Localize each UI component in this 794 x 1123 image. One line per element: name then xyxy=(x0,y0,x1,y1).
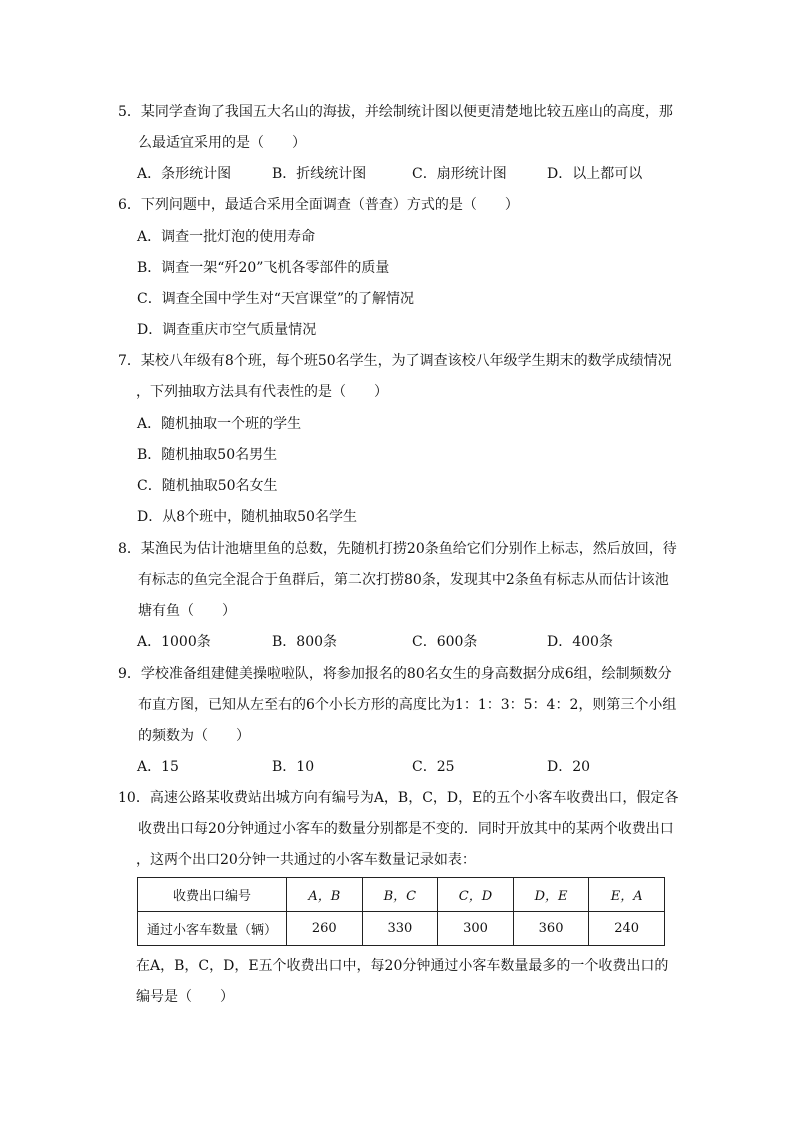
question-8-options xyxy=(137,632,677,652)
question-7-stem-line-1: 7．某校八年级有8个班，每个班50名学生，为了调查该校八年级学生期末的数学成绩情况 xyxy=(118,353,672,369)
option-b[interactable]: B．10 xyxy=(272,759,315,775)
option-a[interactable]: A．15 xyxy=(137,759,179,775)
question-5-options xyxy=(137,164,677,184)
option-d[interactable]: D．以上都可以 xyxy=(547,166,643,182)
table-row xyxy=(138,878,665,912)
table-cell: 360 xyxy=(513,912,589,946)
option-c[interactable]: C．25 xyxy=(412,759,455,775)
question-10-stem-line-3: ，这两个出口20分钟一共通过的小客车数量记录如表： xyxy=(136,852,476,868)
option-d[interactable]: D．20 xyxy=(547,759,591,775)
question-9-options xyxy=(137,757,677,777)
option-a[interactable]: A．条形统计图 xyxy=(137,166,232,182)
option-d[interactable]: D．调查重庆市空气质量情况 xyxy=(137,322,317,338)
option-c[interactable]: C．随机抽取50名女生 xyxy=(137,478,278,494)
table-header-cell: B，C xyxy=(362,878,438,912)
table-row-label: 通过小客车数量（辆） xyxy=(138,912,287,946)
table-header-cell: C，D xyxy=(438,878,514,912)
table-cell: 260 xyxy=(287,912,363,946)
option-d[interactable]: D．400条 xyxy=(547,634,613,650)
option-c[interactable]: C．调查全国中学生对“天宫课堂”的了解情况 xyxy=(137,291,415,307)
table-header-label: 收费出口编号 xyxy=(138,878,287,912)
toll-exit-table xyxy=(137,877,665,946)
option-a[interactable]: A．随机抽取一个班的学生 xyxy=(137,416,302,432)
table-cell: 300 xyxy=(438,912,514,946)
question-9-stem-line-3: 的频数为（ ） xyxy=(138,728,250,744)
question-7-stem-line-2: ，下列抽取方法具有代表性的是（ ） xyxy=(136,384,388,400)
question-5-stem-line-2: 么最适宜采用的是（ ） xyxy=(138,135,306,151)
option-b[interactable]: B．调查一架“歼20”飞机各零部件的质量 xyxy=(137,260,390,276)
table-header-cell: A，B xyxy=(287,878,363,912)
question-10-after-line-1: 在A，B，C，D，E五个收费出口中，每20分钟通过小客车数量最多的一个收费出口的 xyxy=(136,958,669,974)
question-9-stem-line-1: 9．学校准备组建健美操啦啦队，将参加报名的80名女生的身高数据分成6组，绘制频数分 xyxy=(118,666,672,682)
option-b[interactable]: B．随机抽取50名男生 xyxy=(137,447,278,463)
table-row xyxy=(138,912,665,946)
option-c[interactable]: C．600条 xyxy=(412,634,478,650)
option-a[interactable]: A．调查一批灯泡的使用寿命 xyxy=(137,229,316,245)
question-8-stem-line-3: 塘有鱼（ ） xyxy=(138,603,236,619)
option-b[interactable]: B．折线统计图 xyxy=(272,166,367,182)
table-header-cell: E，A xyxy=(589,878,665,912)
option-a[interactable]: A．1000条 xyxy=(137,634,211,650)
option-b[interactable]: B．800条 xyxy=(272,634,338,650)
table-cell: 330 xyxy=(362,912,438,946)
table-cell: 240 xyxy=(589,912,665,946)
question-8-stem-line-1: 8．某渔民为估计池塘里鱼的总数，先随机打捞20条鱼给它们分别作上标志，然后放回，待 xyxy=(118,541,677,557)
question-5-stem-line-1: 5．某同学查询了我国五大名山的海拔，并绘制统计图以便更清楚地比较五座山的高度，那 xyxy=(118,104,673,120)
table-header-cell: D，E xyxy=(513,878,589,912)
question-8-stem-line-2: 有标志的鱼完全混合于鱼群后，第二次打捞80条，发现其中2条鱼有标志从而估计该池 xyxy=(138,572,669,588)
question-10-after-line-2: 编号是（ ） xyxy=(136,989,234,1005)
question-6-stem-line-1: 6．下列问题中，最适合采用全面调查（普查）方式的是（ ） xyxy=(118,197,519,213)
question-9-stem-line-2: 布直方图，已知从左至右的6个小长方形的高度比为1：1：3：5：4：2，则第三个小组 xyxy=(138,697,677,713)
option-d[interactable]: D．从8个班中，随机抽取50名学生 xyxy=(137,509,357,525)
question-10-stem-line-2: 收费出口每20分钟通过小客车的数量分别都是不变的．同时开放其中的某两个收费出口 xyxy=(138,821,674,837)
option-c[interactable]: C．扇形统计图 xyxy=(412,166,507,182)
question-10-stem-line-1: 10．高速公路某收费站出城方向有编号为A，B，C，D，E的五个小客车收费出口，假定各 xyxy=(118,790,679,806)
